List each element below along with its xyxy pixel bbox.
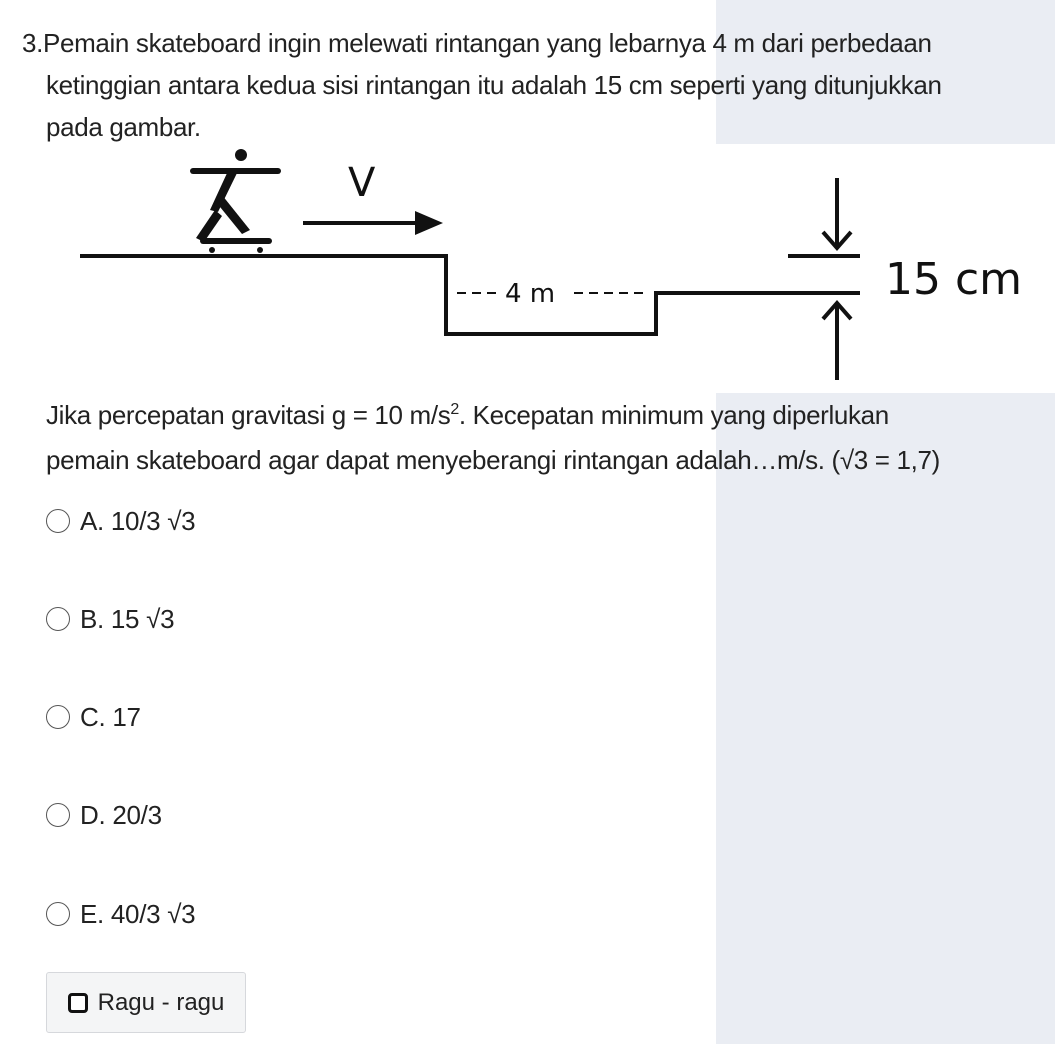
question-text-2-line-1a: Jika percepatan gravitasi g = 10 m/s (46, 400, 451, 430)
question-text-2-line-1b: . Kecepatan minimum yang diperlukan (458, 400, 889, 430)
height-arrow-up (823, 303, 851, 380)
question-text (22, 22, 1051, 148)
question-line-2: ketinggian antara kedua sisi rintangan itu adalah 15 cm seperti yang ditunjukkan (46, 70, 942, 100)
checkbox-icon[interactable] (68, 993, 88, 1013)
option-label: A. 10/3 √3 (80, 505, 196, 536)
height-arrow-down (823, 178, 851, 248)
option-b[interactable] (46, 595, 174, 643)
height-label: 15 cm (885, 254, 1023, 305)
option-label: E. 40/3 √3 (80, 898, 196, 929)
radio-button-icon[interactable] (46, 705, 70, 729)
radio-button-icon[interactable] (46, 902, 70, 926)
question-line-3: pada gambar. (46, 112, 201, 142)
ragu-ragu-button[interactable] (46, 972, 246, 1033)
option-c[interactable] (46, 693, 141, 741)
radio-button-icon[interactable] (46, 803, 70, 827)
option-label: C. 17 (80, 701, 141, 732)
radio-button-icon[interactable] (46, 607, 70, 631)
option-label: B. 15 √3 (80, 603, 175, 634)
option-a[interactable] (46, 497, 195, 545)
ragu-ragu-label: Ragu - ragu (97, 988, 225, 1016)
question-text-2-line-2: pemain skateboard agar dapat menyeberangi rintangan adalah…m/s. (√3 = 1,7) (46, 445, 940, 475)
skater-icon (193, 149, 278, 253)
skateboard-obstacle-figure (60, 140, 1055, 390)
gap-label: 4 m (505, 279, 556, 309)
radio-button-icon[interactable] (46, 509, 70, 533)
option-e[interactable] (46, 890, 195, 938)
question-number: 3. (22, 28, 43, 58)
question-line-1: Pemain skateboard ingin melewati rintangan yang lebarnya 4 m dari perbedaan (42, 28, 932, 58)
option-label: D. 20/3 (80, 799, 162, 830)
option-d[interactable] (46, 791, 162, 839)
velocity-arrow (303, 211, 443, 235)
velocity-label: V (348, 160, 376, 206)
question-text-2 (46, 393, 1051, 483)
obstacle-outline (80, 256, 850, 334)
exponent: 2 (450, 401, 459, 418)
